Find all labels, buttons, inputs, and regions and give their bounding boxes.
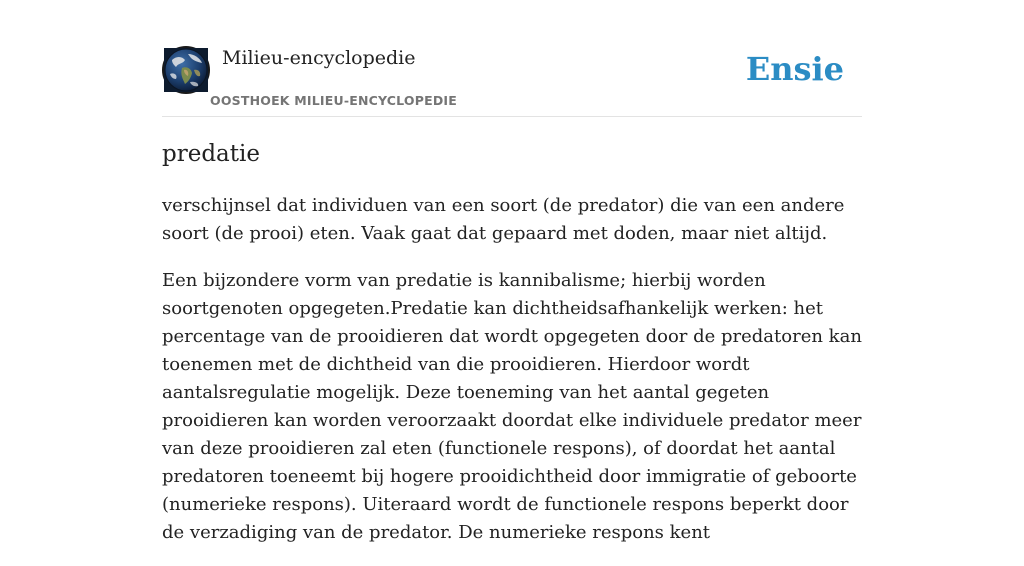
earth-globe-icon[interactable] xyxy=(162,46,210,94)
article-paragraph: Een bijzondere vorm van predatie is kannibalisme; hierbij worden soortgenoten opgegeten.Predatie kan dichtheidsafhankelijk werken: het percentage van de prooidieren dat wordt opgegeten door de predatoren kan toenemen met de dichtheid van die prooidieren. Hierdoor wordt aantalsregulatie mogelijk. Deze toeneming van het aantal gegeten prooidieren kan worden veroorzaakt doordat elke individuele predator meer van deze prooidieren zal eten (functionele respons), of doordat het aantal predatoren toeneemt bij hogere prooidichtheid door immigratie of geboorte (numerieke respons). Uiteraard wordt de functionele respons beperkt door de verzadiging van de predator. De numerieke respons kent xyxy=(162,270,862,543)
site-subtitle[interactable]: OOSTHOEK MILIEU-ENCYCLOPEDIE xyxy=(210,93,457,108)
brand-logo[interactable]: Ensie xyxy=(745,50,844,88)
page-title: predatie xyxy=(162,141,260,167)
article-body xyxy=(162,192,862,566)
site-title[interactable]: Milieu-encyclopedie xyxy=(222,47,416,69)
page xyxy=(162,0,862,543)
header xyxy=(162,0,862,117)
article-paragraph: verschijnsel dat individuen van een soort (de predator) die van een andere soort (de prooi) eten. Vaak gaat dat gepaard met doden, maar niet altijd. xyxy=(162,195,845,244)
